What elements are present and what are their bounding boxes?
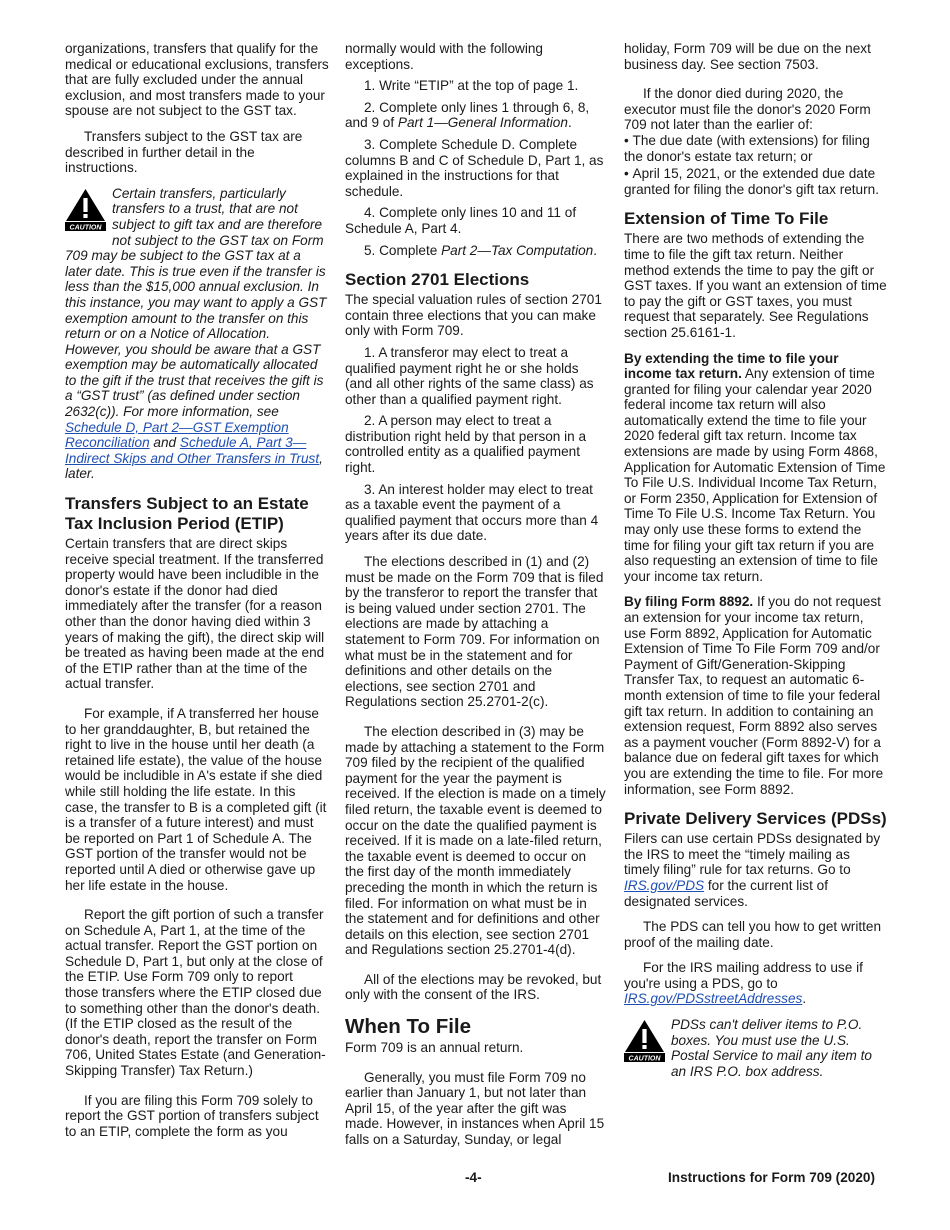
caution-note bbox=[624, 1017, 888, 1079]
list-item: 3. Complete Schedule D. Complete columns B and C of Schedule D, Part 1, as explained in the instructions for that schedule. bbox=[345, 136, 604, 199]
bullet-item: • April 15, 2021, or the extended due date granted for filing the donor's gift tax return. bbox=[624, 166, 879, 197]
heading-etip: Transfers Subject to an Estate Tax Inclusion Period (ETIP) bbox=[65, 494, 309, 534]
link-pds-street-addresses[interactable]: IRS.gov/PDSstreetAddresses bbox=[624, 991, 803, 1007]
caution-text: and bbox=[149, 435, 180, 451]
paragraph: For example, if A transferred her house to her granddaughter, B, but retained the right to live in the house until her death (a retained life estate), the value of the house would be includible in A's estate if she died while still holding the life estate. In this case, the transfer to B is a completed gift (it is a transfer of a future interest) and must be reported on Part 1 of Schedule A. The GST portion of the transfer would not be reported until A died or otherwise gave up her life estate in the house. bbox=[65, 705, 327, 893]
caution-label: CAUTION bbox=[69, 224, 102, 231]
paragraph: holiday, Form 709 will be due on the next business day. See section 7503. bbox=[624, 41, 871, 72]
paragraph: By extending the time to file your income tax return. Any extension of time granted for filing your calendar year 2020 federal income tax return will also automatically extend the time to file your 2020 federal gift tax return. Income tax extensions are made by using Form 4868, Application for Automatic Extension of Time To File U.S. Individual Income Tax Return, or Form 2350, Application for Extension of Time To File U.S. Income Tax Return. You may only use these forms to extend the time for filing your gift tax return if you are also requesting an extension of time to file your income tax return. bbox=[624, 350, 886, 584]
bullet-icon: • bbox=[624, 132, 633, 148]
caution-icon bbox=[65, 188, 106, 231]
run-in-heading: By filing Form 8892. bbox=[624, 594, 754, 610]
paragraph: The special valuation rules of section 2701 contain three elections that you can make only with Form 709. bbox=[345, 292, 602, 339]
list-item: 4. Complete only lines 10 and 11 of Schedule A, Part 4. bbox=[345, 205, 577, 236]
page-number: -4- bbox=[465, 1170, 482, 1185]
paragraph: All of the elections may be revoked, but only with the consent of the IRS. bbox=[345, 971, 602, 1003]
caution-label: CAUTION bbox=[628, 1055, 661, 1063]
paragraph: Form 709 is an annual return. bbox=[345, 1040, 524, 1056]
bullet-item: • The due date (with extensions) for filing the donor's estate tax return; or bbox=[624, 132, 870, 164]
paragraph: If the donor died during 2020, the executor must file the donor's 2020 Form 709 not later than the earlier of: bbox=[624, 86, 871, 133]
paragraph: normally would with the following exceptions. bbox=[345, 41, 543, 72]
paragraph: organizations, transfers that qualify for the medical or educational exclusions, transfers that are fully excluded under the annual exclusion, and most transfers made to your spouse are not subject to the GST tax. bbox=[65, 41, 329, 119]
caution-text: PDSs can't deliver items to P.O. boxes. You must use the U.S. Postal Service to mail any item to an IRS P.O. box address. bbox=[671, 1017, 872, 1079]
paragraph: The elections described in (1) and (2) must be made on the Form 709 that is filed by the transferor to report the transfer that is being valued under section 2701. The elections are made by attaching a statement to Form 709. For information on what must be in the statement and for definitions and other details on the elections, see section 2701 and Regulations section 25.2701-2(c). bbox=[345, 554, 604, 710]
list-item: 2. A person may elect to treat a distribution right held by that person in a controlled entity as a qualified payment right. bbox=[345, 413, 587, 476]
heading-section-2701: Section 2701 Elections bbox=[345, 270, 530, 290]
paragraph: For the IRS mailing address to use if you're using a PDS, go to IRS.gov/PDSstreetAddresses. bbox=[624, 960, 863, 1007]
paragraph: Certain transfers that are direct skips receive special treatment. If the transferred property would have been includible in the donor's estate if the donor had died immediately after the transfer (for a reason other than the donor having died within 3 years of making the gift), the direct skip will be treated as having been made at the end of the ETIP rather than at the time of the actual transfer. bbox=[65, 536, 325, 692]
heading-when-to-file: When To File bbox=[345, 1015, 472, 1039]
caution-icon bbox=[624, 1019, 665, 1062]
list-item: 1. Write “ETIP” at the top of page 1. bbox=[364, 78, 579, 94]
paragraph: Generally, you must file Form 709 no earlier than January 1, but not later than April 15, of the year after the gift was made. However, in instances when April 15 falls on a Saturday, Sunday, or legal bbox=[345, 1069, 605, 1148]
heading-pds: Private Delivery Services (PDSs) bbox=[624, 809, 887, 829]
caution-text: Certain transfers, particularly transfers to a trust, that are not subject to gift tax and are therefore not subject to the GST tax on Form 709 may be subject to the GST tax at a later date. This is true even if the transfer is less than the $15,000 annual exclusion. In this instance, you may want to apply a GST exemption amount to the transfer on this return or on a Notice of Allocation. However, you should be aware that a GST exemption may be automatically allocated to the gift if the trust that receives the gift is a “GST trust” (as defined under section 2632(c)). For more information, see bbox=[65, 185, 327, 420]
paragraph: By filing Form 8892. If you do not request an extension for your income tax return, use Form 8892, Application for Automatic Extension of Time To File Form 709 and/or Payment of Gift/Generation-Skipping Transfer Tax, to request an automatic 6-month extension of time to file your federal gift tax return. In addition to containing an extension request, Form 8892 also serves as a payment voucher (Form 8892-V) for a balance due on federal gift taxes for which you are extending the time to file. For more information, see Form 8892. bbox=[624, 594, 884, 797]
paragraph: Transfers subject to the GST tax are described in further detail in the instructions. bbox=[65, 128, 303, 176]
paragraph: If you are filing this Form 709 solely to report the GST portion of transfers subject to an ETIP, complete the form as you bbox=[65, 1092, 319, 1139]
list-item: 5. Complete Part 2—Tax Computation. bbox=[364, 242, 597, 258]
link-schedule-a-part-3[interactable]: Schedule A, Part 3—Indirect Skips and Other Transfers in Trust bbox=[65, 435, 320, 466]
paragraph: There are two methods of extending the time to file the gift tax return. Neither method extends the time to pay the gift or GST taxes. If you want an extension of time to pay the gift or GST taxes, you must request that separately. See Regulations section 25.6161-1. bbox=[624, 231, 887, 340]
caution-text: , later. bbox=[65, 450, 323, 482]
link-irs-pds[interactable]: IRS.gov/PDS bbox=[624, 877, 705, 893]
paragraph: Filers can use certain PDSs designated by the IRS to meet the “timely mailing as timely filing” rule for tax returns. Go to IRS.gov/PDS for the current list of designated services. bbox=[624, 831, 881, 909]
paragraph: The PDS can tell you how to get written proof of the mailing date. bbox=[624, 919, 882, 950]
link-schedule-d-part-2[interactable]: Schedule D, Part 2—GST Exemption Reconciliation bbox=[65, 419, 289, 451]
bullet-icon: • bbox=[624, 166, 633, 182]
column-1 bbox=[65, 41, 329, 1149]
list-item: 2. Complete only lines 1 through 6, 8, and 9 of Part 1—General Information. bbox=[345, 99, 590, 131]
column-3 bbox=[624, 41, 888, 1089]
heading-extension: Extension of Time To File bbox=[624, 209, 829, 229]
paragraph: The election described in (3) may be made by attaching a statement to the Form 709 filed by the recipient of the qualified payment for the year the payment is received. If the election is made on a timely filed return, the taxable event is deemed to occur on the date the qualified payment is received. If it is made on a late-filed return, the taxable event is deemed to occur on the first day of the month immediately preceding the month in which the return is filed. For information on what must be in the statement and for definitions and other details on this election, see section 2701 and Regulations section 25.2701-4(d). bbox=[345, 723, 606, 958]
run-in-heading: By extending the time to file your income tax return. bbox=[624, 350, 839, 382]
paragraph: Report the gift portion of such a transfer on Schedule A, Part 1, at the time of the actual transfer. Report the GST portion on Schedule D, Part 1, but only at the close of the ETIP. Use Form 709 only to report those transfers where the ETIP closed due to something other than the donor's death. (If the ETIP closed as the result of the donor's death, report the transfer on Form 706, United States Estate (and Generation-Skipping Transfer) Tax Return.) bbox=[65, 907, 326, 1079]
caution-note bbox=[65, 186, 329, 482]
list-item: 3. An interest holder may elect to treat as a taxable event the payment of a qualified payment that occurs more than 4 years after its due date. bbox=[345, 481, 599, 544]
footer-title: Instructions for Form 709 (2020) bbox=[668, 1170, 875, 1185]
list-item: 1. A transferor may elect to treat a qualified payment right he or she holds (and all other rights of the same class) as other than a qualified payment right. bbox=[345, 344, 594, 407]
column-2 bbox=[345, 41, 607, 1158]
